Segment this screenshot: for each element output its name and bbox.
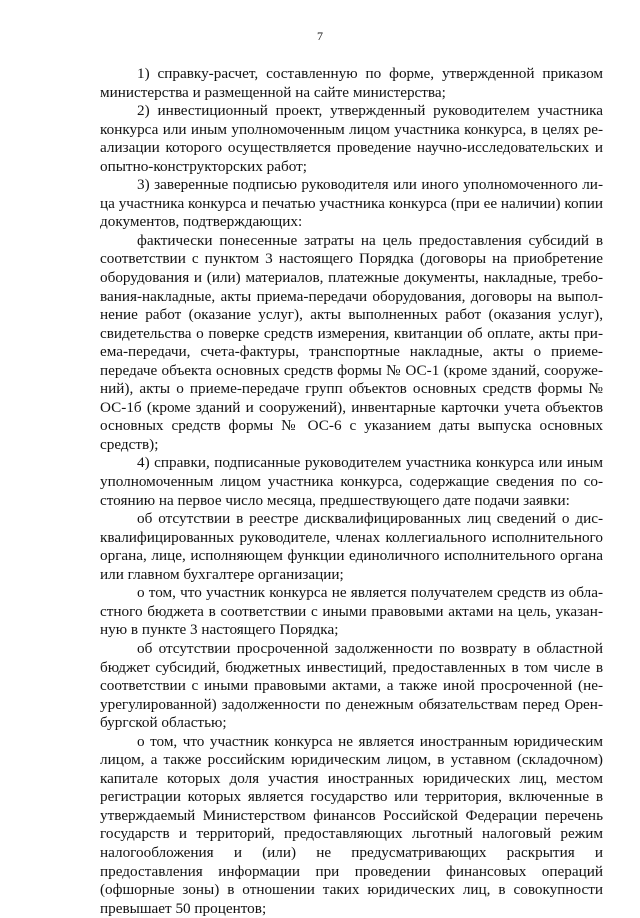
paragraph-item-4: 4) справки, подписанные руководителем участника конкурса или иным уполномоченным лицом участника конкурса, содержащие сведения по состоянию на первое число месяца, предшествующего дате подачи заявки: [100,454,603,509]
paragraph-item-3: 3) заверенные подписью руководителя или иного уполномоченного лица участника конкурса и печатью участника конкурса (при ее наличии) копии документов, подтверждающих: [100,176,603,231]
paragraph-disqualification: об отсутствии в реестре дисквалифицированных лиц сведений о дисквалифицированных руководителе, членах коллегиального исполнительного органа, лице, исполняющем функции единоличного исполнительного органа или главном бухгалтере организации; [100,510,603,583]
paragraph-not-foreign: о том, что участник конкурса не является иностранным юридическим лицом, а также российским юридическим лицом, в уставном (складочном) капитале которых доля участия иностранных юридических лиц, местом регистрации которых является государство или территория, включенные в утверждаемый Министерством финансов Российской Федерации перечень государств и территорий, предоставляющих льготный налоговый режим налогообложения и (или) не предусматривающих раскрытия и предоставления информации при проведении финансовых операций (офшорные зоны) в отношении таких юридических лиц, в совокупности превышает 50 процентов; [100,732,603,917]
paragraph-item-1: 1) справку-расчет, составленную по форме, утвержденной приказом министерства и размещенной на сайте министерства; [100,65,603,101]
paragraph-expenses-list: фактически понесенные затраты на цель предоставления субсидий в соответствии с пунктом 3 настоящего Порядка (договоры на приобретение оборудования и (или) материалов, платежные документы, накладные, требования-накладные, акты приема-передачи оборудования, договоры на выполнение работ (оказание услуг), акты выполненных работ (оказания услуг), свидетельства о поверке средств измерения, квитанции об оплате, акты приема-передачи, счета-фактуры, транспортные накладные, акты о приеме-передаче объекта основных средств формы № ОС-1 (кроме зданий, сооружений), акты о приеме-передаче групп объектов основных средств формы № ОС-1б (кроме зданий и сооружений), инвентарные карточки учета объектов основных средств формы № ОС-6 с указанием даты выпуска основных средств); [100,231,603,453]
paragraph-item-2: 2) инвестиционный проект, утвержденный руководителем участника конкурса или иным уполномоченным лицом участника конкурса, в целях реализации которого осуществляется проведение научно-исследовательских и опытно-конструкторских работ; [100,102,603,175]
paragraph-no-debt: об отсутствии просроченной задолженности по возврату в областной бюджет субсидий, бюджетных инвестиций, предоставленных в том числе в соответствии с иными правовыми актами, а также иной просроченной (неурегулированной) задолженности по денежным обязательствам перед Оренбургской областью; [100,639,603,732]
paragraph-not-recipient: о том, что участник конкурса не является получателем средств из областного бюджета в соответствии с иными правовыми актами на цель, указанную в пункте 3 настоящего Порядка; [100,584,603,639]
page-number: 7 [317,29,323,43]
document-body [100,65,603,918]
